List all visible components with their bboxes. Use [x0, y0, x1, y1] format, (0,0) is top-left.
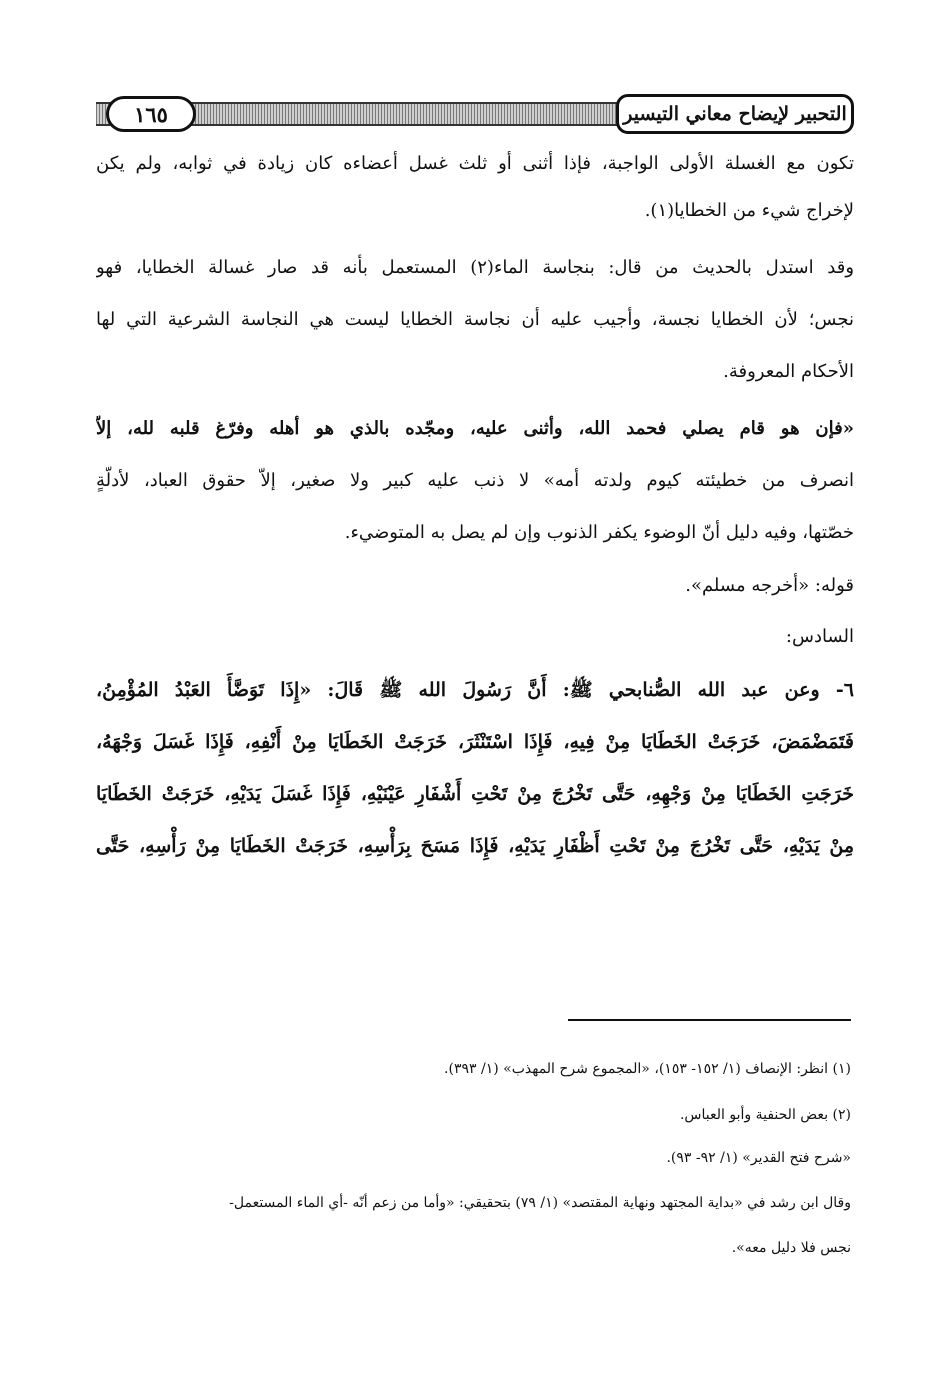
footnote-2-cont: وقال ابن رشد في «بداية المجتهد ونهاية المقتصد» (١/ ٧٩) بتحقيقي: «وأما من زعم أنّه -أي الماء المستعمل-	[229, 1195, 851, 1211]
text-line: قوله: «أخرجه مسلم».	[685, 575, 854, 596]
text-line: نجس؛ لأن الخطايا نجسة، وأجيب عليه أن نجاسة الخطايا ليست هي النجاسة الشرعية التي لها	[96, 309, 854, 330]
footnote-1: (١) انظر: الإنصاف (١/ ١٥٢- ١٥٣)، «المجموع شرح المهذب» (١/ ٣٩٣).	[444, 1061, 851, 1077]
hadith-line: مِنْ يَدَيْهِ، حَتَّى تَخْرُجَ مِنْ تَحْتِ أَظْفَارِ يَدَيْهِ، فَإِذَا مَسَحَ بِرَأْسِهِ، خَرَجَتْ الخَطَايَا مِنْ رَأْسِهِ، حَتَّى	[96, 835, 854, 857]
footnote-2-cont: نجس فلا دليل معه».	[731, 1240, 851, 1256]
footnote-2-cont: «شرح فتح القدير» (١/ ٩٢- ٩٣).	[666, 1150, 851, 1166]
text-line-bold: «فإن هو قام يصلي فحمد الله، وأثنى عليه، ومجّده بالذي هو أهله وفرّغ قلبه لله، إلاّ	[96, 418, 854, 439]
hadith-line: خَرَجَتِ الخَطَايَا مِنْ وَجْهِهِ، حَتَّى تَخْرُجَ مِنْ تَحْتِ أَشْفَارِ عَيْنَيْهِ، فَإِذَا غَسَلَ يَدَيْهِ، خَرَجَتْ الخَطَايَا	[96, 783, 854, 805]
text-line: لإخراج شيء من الخطايا(١).	[644, 200, 854, 221]
text-line: خصّتها، وفيه دليل أنّ الوضوء يكفر الذنوب وإن لم يصل به المتوضيء.	[344, 522, 854, 543]
hadith-line: ٦- وعن عبد الله الصُّنابحي ﷺ: أَنَّ رَسُولَ الله ﷺ قَالَ: «إِذَا تَوَضَّأَ العَبْدُ المُؤْمِنُ،	[96, 679, 854, 701]
footnote-2: (٢) بعض الحنفية وأبو العباس.	[679, 1107, 851, 1123]
page-header	[96, 94, 854, 138]
footnote-separator	[568, 1019, 851, 1021]
book-title: التحبير لإيضاح معاني التيسير	[616, 94, 854, 134]
page-number: ١٦٥	[106, 96, 196, 132]
text-line: تكون مع الغسلة الأولى الواجبة، فإذا أثنى أو ثلث غسل أعضاءه كان زيادة في ثوابه، ولم يكن	[96, 153, 854, 174]
section-label: السادس:	[785, 626, 854, 647]
text-line: انصرف من خطيئته كيوم ولدته أمه» لا ذنب عليه كبير ولا صغير، إلاّ حقوق العباد، لأدلّةٍ	[96, 470, 854, 491]
text-line: وقد استدل بالحديث من قال: بنجاسة الماء(٢) المستعمل بأنه قد صار غسالة الخطايا، فهو	[96, 257, 854, 278]
text-line: الأحكام المعروفة.	[723, 361, 854, 382]
hadith-line: فَتَمَضْمَضَ، خَرَجَتْ الخَطَايَا مِنْ فِيهِ، فَإِذَا اسْتَنْثَرَ، خَرَجَتْ الخَطَايَا مِنْ أَنْفِهِ، فَإِذَا غَسَلَ وَجْهَهُ،	[96, 731, 854, 753]
